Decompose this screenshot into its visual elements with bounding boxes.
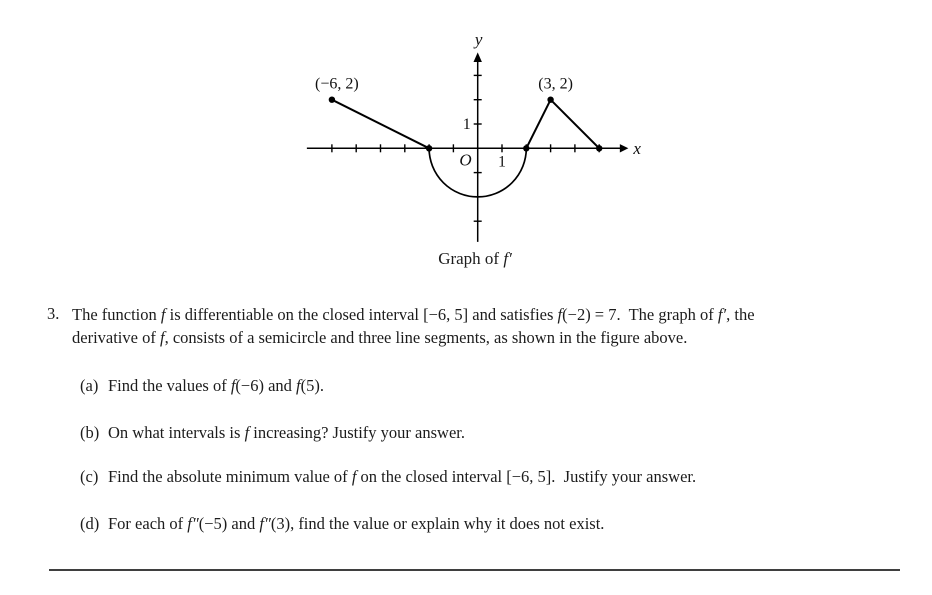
fprime-segment xyxy=(526,100,550,149)
part-b-label: (b) xyxy=(80,423,100,442)
y-tick-label-1: 1 xyxy=(462,116,471,133)
origin-label: O xyxy=(459,150,472,170)
graph-point xyxy=(547,97,553,103)
part-d xyxy=(80,514,604,534)
statement-line-1: The function f is differentiable on the closed interval [−6, 5] and satisfies f(−2) = 7. The graph of f′, the xyxy=(72,305,755,324)
part-d-text: For each of f″(−5) and f″(3), find the value or explain why it does not exist. xyxy=(108,514,605,533)
statement-line-2: derivative of f, consists of a semicircle and three line segments, as shown in the figure above. xyxy=(72,327,688,347)
bottom-rule xyxy=(49,569,900,571)
graph-point xyxy=(596,145,602,151)
part-c-text: Find the absolute minimum value of f on the closed interval [−6, 5]. Justify your answer. xyxy=(108,467,697,486)
y-axis-label: y xyxy=(474,30,483,49)
part-c-label: (c) xyxy=(80,467,99,486)
part-b-text: On what intervals is f increasing? Justify your answer. xyxy=(108,423,465,442)
fprime-segment xyxy=(332,100,429,149)
part-d-label: (d) xyxy=(80,514,100,533)
x-axis-arrow-icon xyxy=(620,144,629,152)
point-label: (3, 2) xyxy=(538,75,573,93)
point-label: (−6, 2) xyxy=(315,75,359,93)
part-b xyxy=(80,423,465,443)
problem-statement xyxy=(72,304,755,349)
part-c xyxy=(80,467,696,487)
graph-point xyxy=(523,145,529,151)
graph-point xyxy=(329,97,335,103)
fprime-segment xyxy=(551,100,600,149)
x-axis-label: x xyxy=(633,138,641,158)
part-a xyxy=(80,376,324,396)
part-a-label: (a) xyxy=(80,376,99,395)
y-axis-arrow-icon xyxy=(474,52,482,62)
figure-caption: Graph of f′ xyxy=(438,249,512,268)
graph-point xyxy=(426,145,432,151)
problem-number: 3. xyxy=(47,304,60,323)
fprime-graph-figure xyxy=(290,25,660,257)
part-a-text: Find the values of f(−6) and f(5). xyxy=(108,376,325,395)
x-tick-label-1: 1 xyxy=(498,153,506,171)
